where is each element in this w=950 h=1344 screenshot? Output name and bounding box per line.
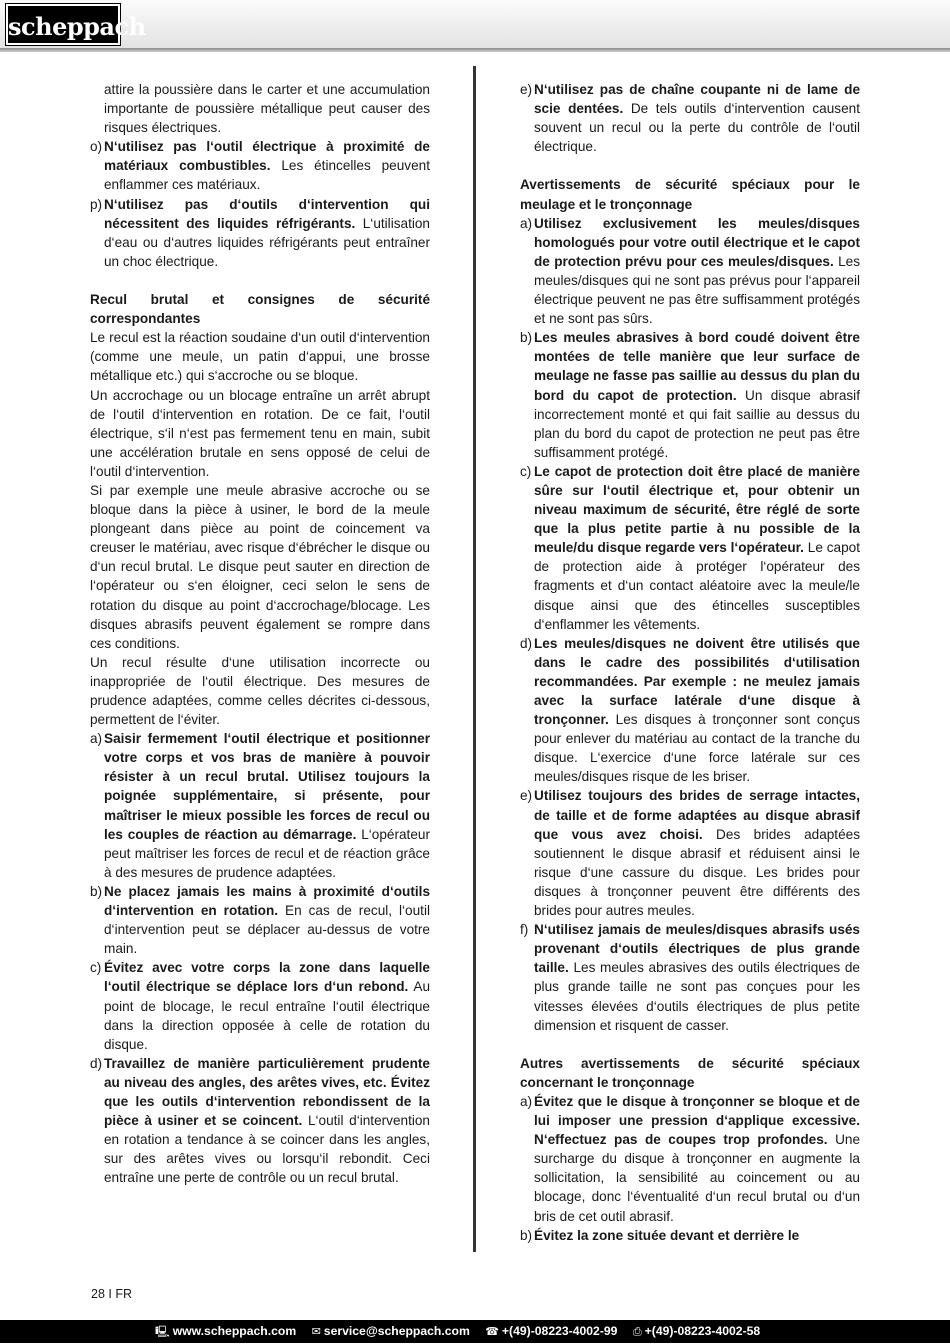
item-label: d) xyxy=(90,1055,103,1071)
item-label: o) xyxy=(90,139,103,155)
phone-icon: ☎ xyxy=(485,1326,499,1338)
fax-icon: ⎙ xyxy=(632,1326,642,1338)
item-label: f) xyxy=(520,922,529,938)
email-link[interactable]: service@scheppach.com xyxy=(323,1324,470,1338)
list-item-o xyxy=(90,137,430,194)
item-text: Les étincelles peuvent enflammer ces matériaux. xyxy=(104,158,431,193)
paragraph: Un accrochage ou un blocage entraîne un arrêt abrupt de l‘outil d‘intervention en rotation. De ce fait, l‘outil électrique, s‘il n‘est pas fermement tenu en main, subit une accélération brutale en sens opposé de celui de l‘outil d‘intervention. xyxy=(90,387,430,479)
item-label: e) xyxy=(520,788,533,804)
item-text: Les disques à tronçonner sont conçus pour enlever du matériau au contact de la tranche du disque. L‘exercice d‘une force latérale sur ces meules/disques risque de les briser. xyxy=(534,712,860,785)
section-heading: Avertissements de sécurité spéciaux pour le meulage et le tronçonnage xyxy=(520,177,860,212)
list-item-a xyxy=(90,729,430,882)
item-text: De tels outils d‘intervention causent souvent un recul ou la perte du contrôle de l‘outil électrique. xyxy=(534,101,860,155)
page-footer xyxy=(0,1320,950,1343)
left-column xyxy=(90,80,430,1187)
list-item-d xyxy=(90,1054,430,1188)
section-heading: Autres avertissements de sécurité spéciaux concernant le tronçonnage xyxy=(520,1055,860,1090)
list-item-c xyxy=(90,958,430,1053)
item-bold: Utilisez exclusivement les meules/disques homologués pour votre outil électrique et le capot de protection prévu pour ces meules/disques. xyxy=(534,215,860,269)
item-label: p) xyxy=(90,196,103,212)
item-text: Une surcharge du disque à tronçonner en augmente la sollicitation, la sensibilité au coincement ou au blocage, donc l‘éventualité d‘un recul brutal ou d‘un bris de cet outil abrasif. xyxy=(534,1132,861,1224)
item-bold: Travaillez de manière particulièrement prudente au niveau des angles, des arêtes vives, etc. Évitez que les outils d‘intervention rebondissent de la pièce à usiner et se coincent. xyxy=(104,1055,430,1129)
item-bold: Utilisez toujours des brides de serrage intactes, de taille et de forme adaptées au disque abrasif que vous avez choisi. xyxy=(534,788,860,842)
item-text: Le capot de protection aide à protéger l‘opérateur des fragments et d‘un contact aléatoire avec la meule/le disque ainsi que des étincelles susceptibles d‘enflammer les vêtements. xyxy=(534,540,860,632)
item-bold: Évitez avec votre corps la zone dans laquelle l‘outil électrique se déplace lors d‘un rebond. xyxy=(104,960,430,995)
computer-icon: 🖳 xyxy=(155,1326,170,1338)
list-item-e xyxy=(520,80,860,156)
item-text: L‘opérateur peut maîtriser les forces de recul et de réaction grâce à des mesures de prudence adaptées. xyxy=(104,826,430,880)
page-number: 28 I FR xyxy=(91,1287,132,1301)
footer-phone xyxy=(485,1320,617,1344)
item-bold: Saisir fermement l‘outil électrique et positionner votre corps et vos bras de manière à pouvoir résister à un recul brutal. Utilisez toujours la poignée supplémentaire, si présente, pour maîtriser le mieux possible les forces de recul ou les couples de réaction au démarrage. xyxy=(104,731,430,842)
paragraph: Un recul résulte d‘une utilisation incorrecte ou inappropriée de l‘outil électrique. Des mesures de prudence adaptées, comme celles décrites ci-dessous, permettent de l‘éviter. xyxy=(90,654,430,728)
footer-web[interactable] xyxy=(155,1320,296,1344)
item-bold: Évitez que le disque à tronçonner se bloque et de lui imposer une pression d‘applique excessive. N‘effectuez pas de coupes trop profondes. xyxy=(534,1093,860,1148)
paragraph: Le recul est la réaction soudaine d‘un outil d‘intervention (comme une meule, un patin d‘appui, une brosse métallique etc.) qui s‘accroche ou se bloque. xyxy=(90,330,430,384)
item-text: Au point de blocage, le recul entraîne l‘outil électrique dans la direction opposée à celle de rotation du disque. xyxy=(104,979,430,1052)
item-label: c) xyxy=(90,960,102,976)
fax-number: +(49)-08223-4002-58 xyxy=(644,1324,761,1338)
item-bold: Les meules/disques ne doivent être utilisés que dans le cadre des possibilités d‘utilisation recommandées. Par exemple : ne meulez jamais avec la surface latérale d‘une disque à tronçonner. xyxy=(534,635,860,728)
list-item-f xyxy=(520,920,860,1035)
section-heading: Recul brutal et consignes de sécurité correspondantes xyxy=(90,292,430,327)
item-label: a) xyxy=(520,215,533,231)
item-text: Des brides adaptées soutiennent le disque abrasif et réduisent ainsi le risque d‘une cassure du disque. Les brides pour disques à tronçonner peuvent être différents des brides pour autres meules. xyxy=(534,826,861,919)
item-bold: Les meules abrasives à bord coudé doivent être montées de telle manière que leur surface de meulage ne fasse pas saillie au dessus du plan du bord du capot de protection. xyxy=(534,330,860,403)
item-label: d) xyxy=(520,635,533,651)
item-text: L‘outil d‘intervention en rotation a tendance à se coincer dans les angles, sur des arêtes vives ou lorsqu‘il rebondit. Ceci entraîne une perte de contrôle ou un recul brutal. xyxy=(104,1113,430,1186)
list-item-d xyxy=(520,634,860,787)
item-text: Un disque abrasif incorrectement monté et qui fait saillie au dessus du plan du bord du capot de protection ne peut pas être suffisamment protégé. xyxy=(534,387,860,460)
item-label: e) xyxy=(520,82,533,97)
list-item-c xyxy=(520,462,860,634)
continuation-text: attire la poussière dans le carter et une accumulation importante de poussière métallique peut causer des risques électriques. xyxy=(104,82,430,136)
list-item-e xyxy=(520,786,860,920)
item-bold: Évitez la zone située devant et derrière le xyxy=(534,1227,800,1243)
item-bold: N‘utilisez jamais de meules/disques abrasifs usés provenant d‘outils électriques de plus grande taille. xyxy=(534,922,860,976)
list-item-continuation xyxy=(90,80,430,137)
item-text: L‘utilisation d‘eau ou d‘autres liquides réfrigérants peut entraîner un choc électrique. xyxy=(104,215,430,269)
item-label: b) xyxy=(90,883,103,899)
item-bold: Ne placez jamais les mains à proximité d‘outils d‘intervention en rotation. xyxy=(104,883,430,919)
item-bold: N‘utilisez pas de chaîne coupante ni de lame de scie dentées. xyxy=(534,82,860,117)
footer-email[interactable] xyxy=(312,1320,470,1344)
item-bold: Le capot de protection doit être placé de manière sûre sur l‘outil électrique et, pour obtenir un niveau maximum de sécurité, être réglé de sorte que la plus petite partie à nu possible de la meule/du disque regarde vers l‘opérateur. xyxy=(534,463,860,556)
scheppach-logo: scheppach xyxy=(6,4,120,45)
item-text: Les meules abrasives des outils électriques de plus grande taille ne sont pas conçues pour les vitesses élevées d‘outils électriques de plus petite dimension et risquent de casser. xyxy=(534,960,860,1033)
footer-fax xyxy=(633,1320,760,1344)
phone-number: +(49)-08223-4002-99 xyxy=(501,1324,618,1338)
envelope-icon: ✉ xyxy=(311,1326,321,1338)
item-label: b) xyxy=(520,1227,533,1243)
page-header xyxy=(0,0,950,48)
column-divider xyxy=(473,66,476,1252)
item-label: c) xyxy=(520,463,532,479)
list-item-p xyxy=(90,195,430,271)
item-label: a) xyxy=(90,731,103,747)
list-item-a xyxy=(520,214,860,329)
item-bold: N‘utilisez pas l‘outil électrique à proximité de matériaux combustibles. xyxy=(104,139,430,174)
header-rule xyxy=(0,48,950,52)
item-bold: N‘utilisez pas d‘outils d‘intervention qui nécessitent des liquides réfrigérants. xyxy=(104,196,430,231)
right-column xyxy=(520,80,860,1245)
list-item-a xyxy=(520,1092,860,1226)
item-text: En cas de recul, l‘outil d‘intervention peut se déplacer au-dessus de votre main. xyxy=(104,903,430,957)
item-label: b) xyxy=(520,330,533,346)
website-link[interactable]: www.scheppach.com xyxy=(172,1324,297,1338)
list-item-b xyxy=(520,1226,860,1245)
item-label: a) xyxy=(520,1093,533,1109)
paragraph: Si par exemple une meule abrasive accroche ou se bloque dans la pièce à usiner, le bord de la meule plongeant dans pièce au point de coincement va creuser le matériau, avec risque d‘ébrécher le disque ou d‘un recul brutal. Le disque peut sauter en direction de l‘opérateur ou s‘en éloigner, ceci selon le sens de rotation du disque au point d‘accrochage/blocage. Les disques abrasifs peuvent également se rompre dans ces conditions. xyxy=(90,482,430,651)
list-item-b xyxy=(90,882,430,958)
item-text: Les meules/disques qui ne sont pas prévus pour l‘appareil électrique peuvent ne pas être suffisamment protégés et ne sont pas sûrs. xyxy=(534,253,860,327)
list-item-b xyxy=(520,328,860,462)
